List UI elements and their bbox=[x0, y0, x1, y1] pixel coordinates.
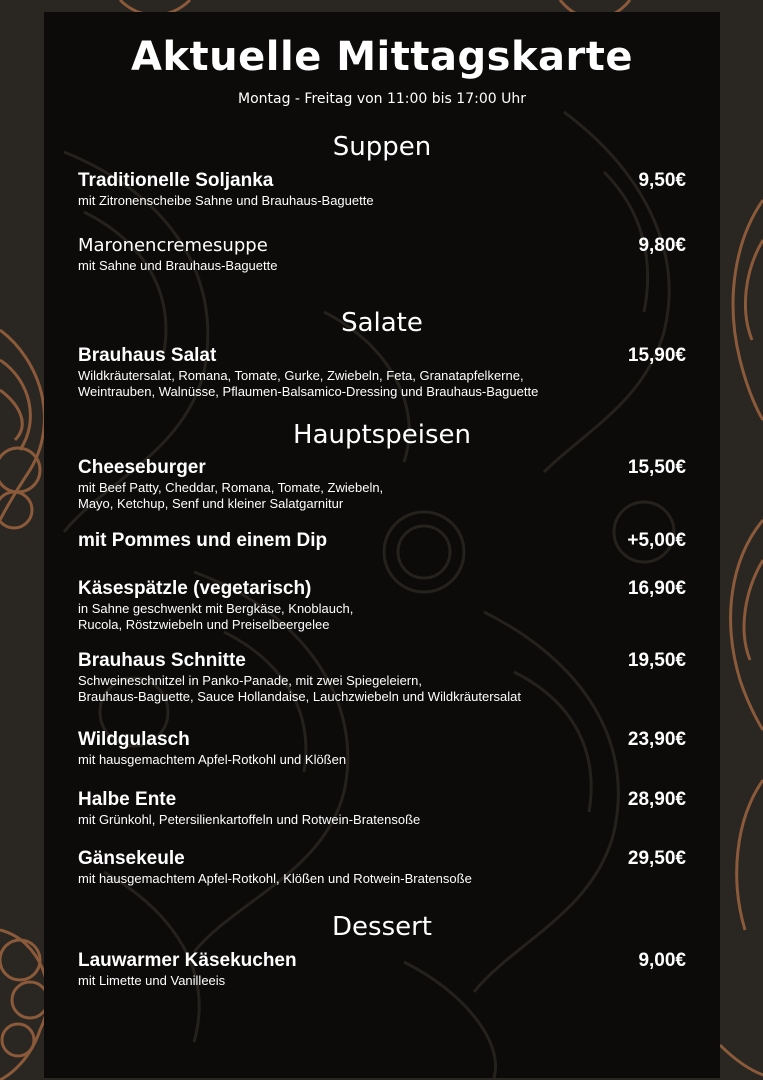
opening-hours: Montag - Freitag von 11:00 bis 17:00 Uhr bbox=[238, 91, 526, 107]
menu-panel bbox=[44, 12, 720, 1078]
item-description: Wildkräutersalat, Romana, Tomate, Gurke, Zwiebeln, Feta, Granatapfelkerne, bbox=[78, 368, 524, 383]
menu-item bbox=[78, 789, 688, 828]
section-title-suppen: Suppen bbox=[332, 132, 432, 162]
item-name: Wildgulasch bbox=[78, 729, 190, 750]
item-price: 9,80€ bbox=[638, 235, 686, 256]
menu-item bbox=[78, 950, 688, 989]
item-name: Brauhaus Schnitte bbox=[78, 650, 246, 671]
item-description: Rucola, Röstzwiebeln und Preiselbeergelee bbox=[78, 617, 330, 632]
item-description: Brauhaus-Baguette, Sauce Hollandaise, Lauchzwiebeln und Wildkräutersalat bbox=[78, 689, 521, 704]
item-name: Halbe Ente bbox=[78, 789, 177, 810]
menu-item bbox=[78, 170, 688, 209]
item-price: +5,00€ bbox=[627, 530, 686, 551]
item-description: mit Zitronenscheibe Sahne und Brauhaus-Baguette bbox=[78, 193, 374, 208]
item-description: Mayo, Ketchup, Senf und kleiner Salatgarnitur bbox=[78, 496, 344, 511]
item-name: Brauhaus Salat bbox=[78, 345, 217, 366]
item-description: Weintrauben, Walnüsse, Pflaumen-Balsamico-Dressing und Brauhaus-Baguette bbox=[78, 384, 539, 399]
item-price: 15,50€ bbox=[627, 457, 686, 478]
item-price: 9,00€ bbox=[638, 950, 686, 971]
section-title-hauptspeisen: Hauptspeisen bbox=[293, 420, 471, 450]
item-price: 15,90€ bbox=[627, 345, 686, 366]
item-description: mit Sahne und Brauhaus-Baguette bbox=[78, 258, 278, 273]
item-description: mit Grünkohl, Petersilienkartoffeln und Rotwein-Bratensoße bbox=[78, 812, 421, 827]
item-name: Lauwarmer Käsekuchen bbox=[78, 950, 297, 971]
menu-item bbox=[78, 530, 688, 552]
item-description: Schweineschnitzel in Panko-Panade, mit zwei Spiegeleiern, bbox=[78, 673, 422, 688]
menu-item bbox=[78, 729, 688, 768]
section-title-salate: Salate bbox=[341, 308, 423, 338]
menu-item bbox=[78, 578, 688, 633]
menu-item bbox=[78, 848, 688, 887]
item-price: 16,90€ bbox=[627, 578, 686, 599]
item-name: mit Pommes und einem Dip bbox=[78, 530, 328, 551]
item-name: Traditionelle Soljanka bbox=[78, 170, 274, 191]
item-name: Maronencremesuppe bbox=[78, 235, 268, 256]
item-name: Käsespätzle (vegetarisch) bbox=[78, 578, 312, 599]
item-price: 9,50€ bbox=[638, 170, 686, 191]
item-description: mit hausgemachtem Apfel-Rotkohl, Klößen und Rotwein-Bratensoße bbox=[78, 871, 472, 886]
item-price: 29,50€ bbox=[627, 848, 686, 869]
item-price: 23,90€ bbox=[627, 729, 686, 750]
item-name: Gänsekeule bbox=[78, 848, 185, 869]
menu-item bbox=[78, 457, 688, 512]
menu-title: Aktuelle Mittagskarte bbox=[130, 34, 634, 80]
item-price: 19,50€ bbox=[627, 650, 686, 671]
item-name: Cheeseburger bbox=[78, 457, 206, 478]
menu-item bbox=[78, 650, 688, 705]
item-description: mit Limette und Vanilleeis bbox=[78, 973, 226, 988]
menu-item bbox=[78, 235, 688, 274]
menu-item bbox=[78, 345, 688, 400]
item-description: in Sahne geschwenkt mit Bergkäse, Knoblauch, bbox=[78, 601, 354, 616]
item-description: mit hausgemachtem Apfel-Rotkohl und Klößen bbox=[78, 752, 347, 767]
item-description: mit Beef Patty, Cheddar, Romana, Tomate, Zwiebeln, bbox=[78, 480, 384, 495]
item-price: 28,90€ bbox=[627, 789, 686, 810]
section-title-dessert: Dessert bbox=[332, 912, 432, 942]
